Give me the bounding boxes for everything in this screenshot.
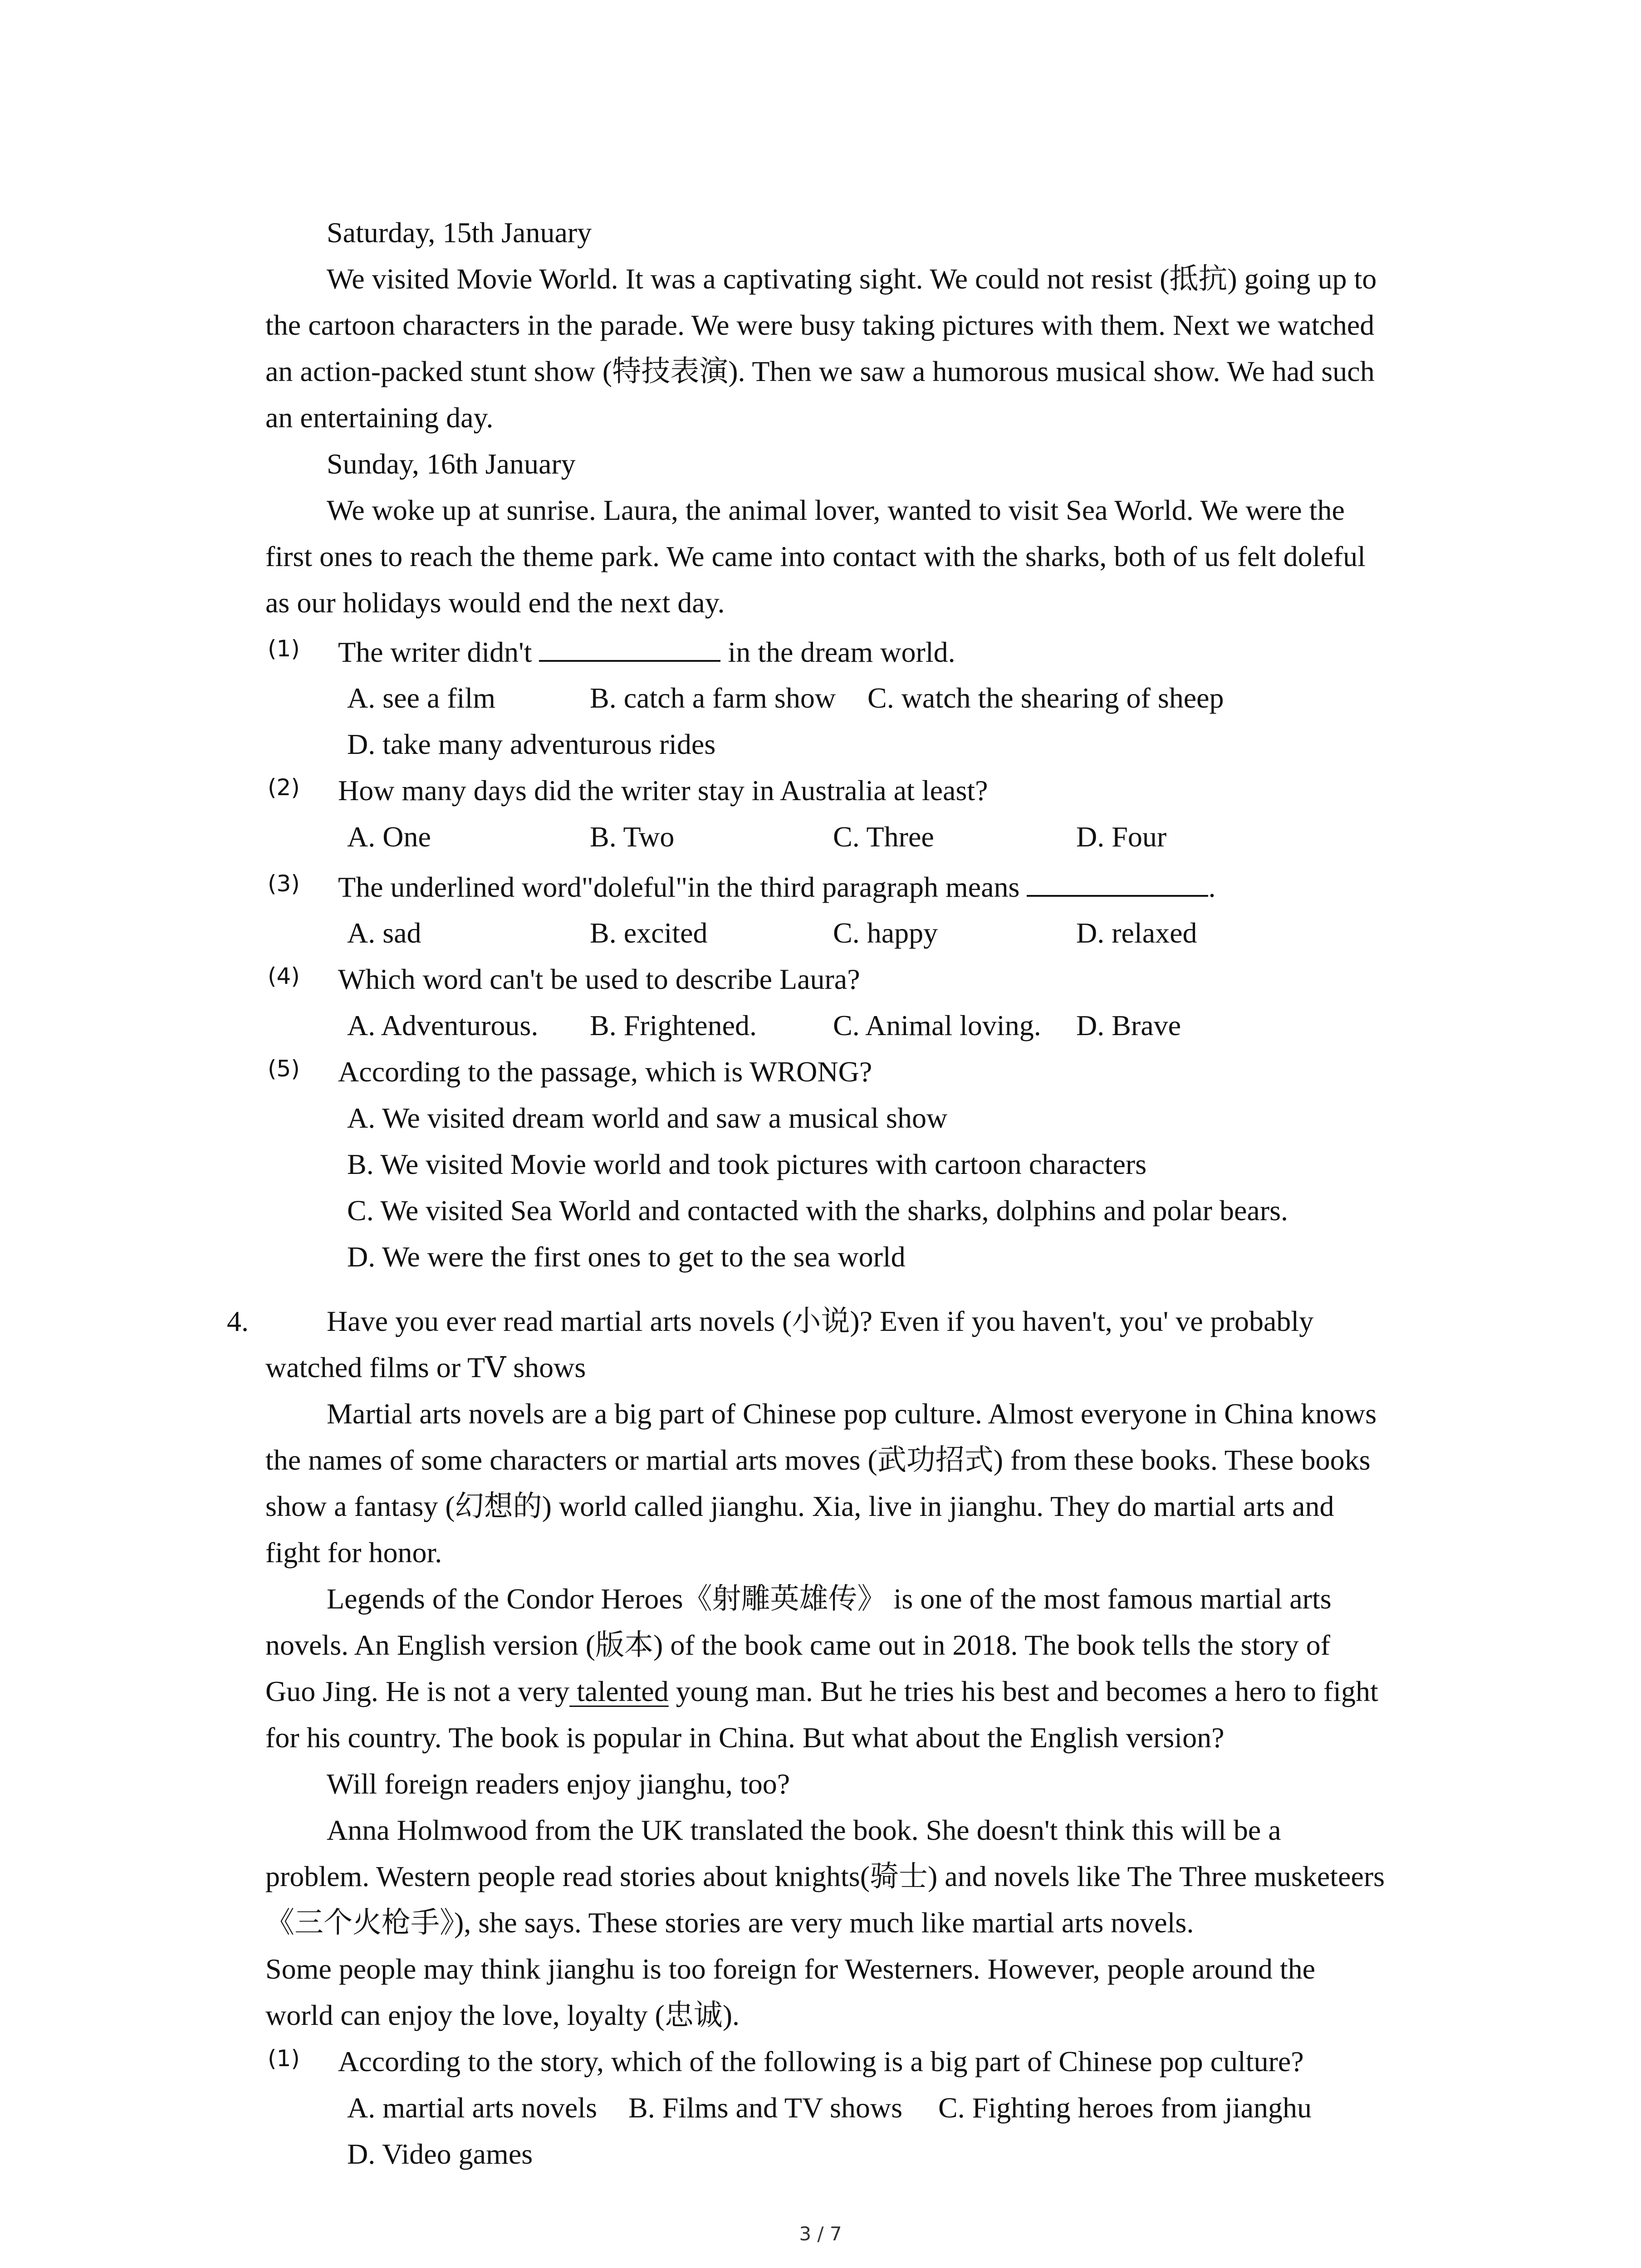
question-stem: Which word can't be used to describe Laura? — [338, 963, 860, 995]
option[interactable]: A. We visited dream world and saw a musical show — [347, 1102, 948, 1134]
option[interactable]: B. We visited Movie world and took pictures with cartoon characters — [347, 1148, 1147, 1180]
question-number: (2) — [268, 774, 300, 801]
option[interactable]: B. Frightened. — [590, 1009, 757, 1041]
paragraph-line: an entertaining day. — [265, 401, 494, 434]
stem-text: in the dream world. — [728, 636, 955, 668]
paragraph-line: show a fantasy (幻想的) world called jianghu. Xia, live in jianghu. They do martial arts and — [265, 1490, 1334, 1522]
text-segment: Guo Jing. He is not a very — [265, 1675, 570, 1707]
question-number: (1) — [268, 2045, 300, 2072]
option[interactable]: D. Video games — [347, 2138, 533, 2170]
question-stem — [338, 634, 955, 670]
option[interactable]: B. Two — [590, 821, 675, 853]
diary-date-saturday: Saturday, 15th January — [327, 216, 592, 249]
question-stem — [338, 869, 1215, 905]
option[interactable]: C. watch the shearing of sheep — [867, 682, 1224, 714]
section-number: 4. — [227, 1305, 249, 1337]
question-number: (5) — [268, 1056, 300, 1082]
paragraph-line: an action-packed stunt show (特技表演). Then we saw a humorous musical show. We had such — [265, 355, 1375, 387]
question-stem: According to the story, which of the following is a big part of Chinese pop culture? — [338, 2045, 1304, 2077]
diary-date-sunday: Sunday, 16th January — [327, 448, 576, 480]
paragraph-line: Legends of the Condor Heroes《射雕英雄传》 is one of the most famous martial arts — [327, 1583, 1332, 1615]
option[interactable]: A. see a film — [347, 682, 495, 714]
paragraph-line: We visited Movie World. It was a captivating sight. We could not resist (抵抗) going up to — [327, 263, 1377, 295]
stem-text: . — [1208, 871, 1216, 903]
paragraph-line: the names of some characters or martial arts moves (武功招式) from these books. These books — [265, 1444, 1371, 1476]
option[interactable]: D. We were the first ones to get to the sea world — [347, 1241, 906, 1273]
option[interactable]: D. take many adventurous rides — [347, 728, 716, 760]
paragraph-line: as our holidays would end the next day. — [265, 587, 725, 619]
paragraph-line: first ones to reach the theme park. We came into contact with the sharks, both of us felt doleful — [265, 540, 1366, 572]
answer-blank[interactable] — [1027, 869, 1208, 897]
option[interactable]: C. Animal loving. — [833, 1009, 1041, 1041]
paragraph-line: Will foreign readers enjoy jianghu, too? — [327, 1768, 790, 1800]
page-number: 3 / 7 — [799, 2223, 842, 2245]
option[interactable]: C. We visited Sea World and contacted with the sharks, dolphins and polar bears. — [347, 1194, 1288, 1227]
option[interactable]: C. happy — [833, 917, 938, 949]
paragraph-line: watched films or TⅤ shows — [265, 1351, 586, 1383]
question-number: (1) — [268, 635, 300, 662]
option[interactable]: B. excited — [590, 917, 708, 949]
option[interactable]: B. Films and TV shows — [628, 2092, 902, 2124]
paragraph-line: 《三个火枪手》), she says. These stories are very much like martial arts novels. — [265, 1906, 1194, 1939]
question-number: (3) — [268, 870, 300, 897]
paragraph-line: Anna Holmwood from the UK translated the book. She doesn't think this will be a — [327, 1814, 1281, 1846]
paragraph-line: novels. An English version (版本) of the book came out in 2018. The book tells the story of — [265, 1629, 1330, 1661]
paragraph-line: Some people may think jianghu is too foreign for Westerners. However, people around the — [265, 1953, 1316, 1985]
paragraph-line: the cartoon characters in the parade. We were busy taking pictures with them. Next we watched — [265, 309, 1375, 341]
option[interactable]: D. Four — [1076, 821, 1167, 853]
option[interactable]: A. Adventurous. — [347, 1009, 539, 1041]
text-segment: young man. But he tries his best and becomes a hero to fight — [668, 1675, 1378, 1707]
paragraph-line: We woke up at sunrise. Laura, the animal lover, wanted to visit Sea World. We were the — [327, 494, 1345, 526]
answer-blank[interactable] — [539, 634, 720, 662]
option[interactable]: A. sad — [347, 917, 421, 949]
question-number: (4) — [268, 963, 300, 989]
option[interactable]: B. catch a farm show — [590, 682, 836, 714]
paragraph-line — [265, 1673, 1378, 1710]
paragraph-line: for his country. The book is popular in China. But what about the English version? — [265, 1721, 1225, 1754]
paragraph-line: fight for honor. — [265, 1536, 442, 1569]
paragraph-line: world can enjoy the love, loyalty (忠诚). — [265, 1999, 740, 2031]
stem-text: The underlined word"doleful"in the third paragraph means — [338, 871, 1020, 903]
question-stem: How many days did the writer stay in Australia at least? — [338, 774, 988, 807]
stem-text: The writer didn't — [338, 636, 532, 668]
option[interactable]: C. Three — [833, 821, 934, 853]
option[interactable]: D. Brave — [1076, 1009, 1181, 1041]
option[interactable]: D. relaxed — [1076, 917, 1197, 949]
question-stem: According to the passage, which is WRONG? — [338, 1056, 872, 1088]
option[interactable]: A. martial arts novels — [347, 2092, 597, 2124]
paragraph-line: Have you ever read martial arts novels (小说)? Even if you haven't, you' ve probably — [327, 1305, 1314, 1337]
paragraph-line: Martial arts novels are a big part of Chinese pop culture. Almost everyone in China knows — [327, 1398, 1377, 1430]
paragraph-line: problem. Western people read stories about knights(骑士) and novels like The Three musketeers — [265, 1860, 1385, 1892]
option[interactable]: A. One — [347, 821, 431, 853]
underlined-word: talented — [569, 1675, 669, 1707]
option[interactable]: C. Fighting heroes from jianghu — [938, 2092, 1312, 2124]
